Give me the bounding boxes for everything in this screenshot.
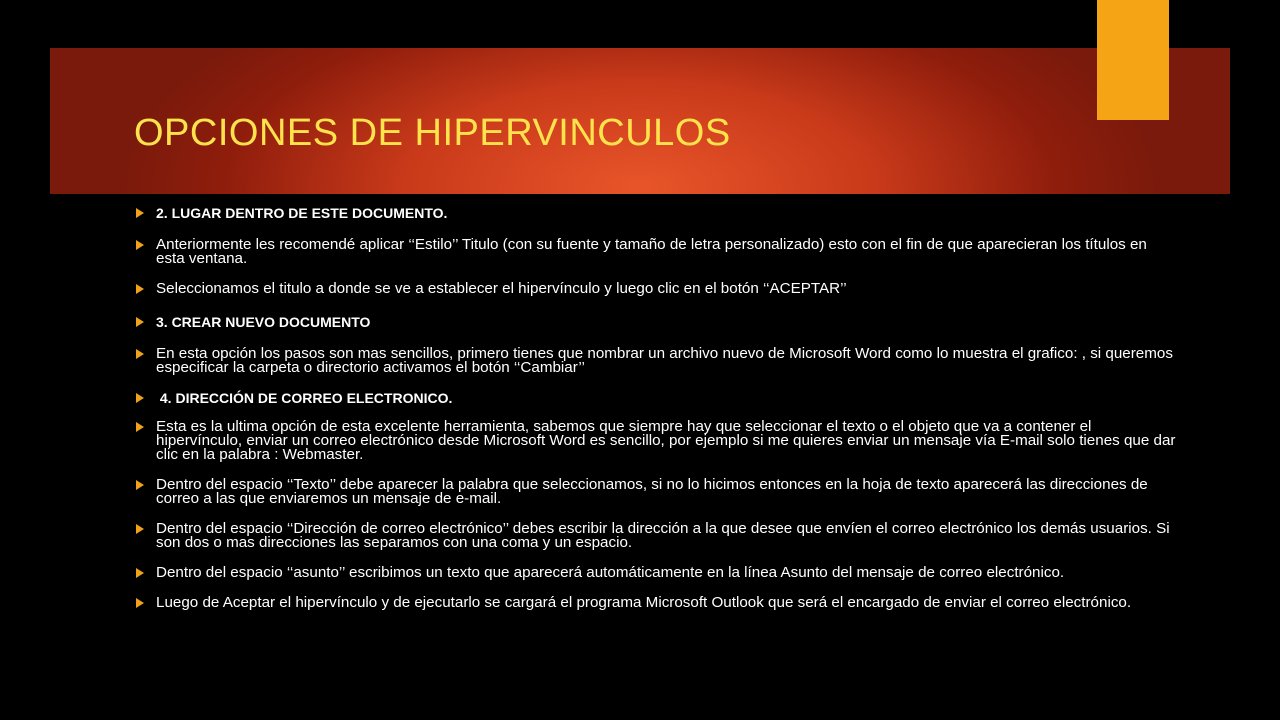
bullet-item [136,206,1176,221]
section-heading: 4. DIRECCIÓN DE CORREO ELECTRONICO. [156,390,453,406]
bullet-item [136,391,1176,406]
bullet-text: Esta es la ultima opción de esta excelente herramienta, sabemos que siempre hay que seleccionar el texto o el objeto que va a contener el hipervínculo, enviar un correo electrónico desde Microsoft Word es sencillo, por ejemplo si me quieres enviar un mensaje vía E-mail solo tienes que dar clic en la palabra : Webmaster. [156,418,1176,463]
bullet-item [136,522,1176,550]
arrow-right-icon [136,240,144,250]
arrow-right-icon [136,598,144,608]
bullet-item [136,238,1176,266]
bullet-text: Dentro del espacio ‘‘Texto’’ debe aparecer la palabra que seleccionamos, si no lo hicimos entonces en la hoja de texto aparecerá las direcciones de correo a las que enviaremos un mensaje de e-mail. [156,476,1148,507]
arrow-right-icon [136,568,144,578]
arrow-right-icon [136,524,144,534]
arrow-right-icon [136,393,144,403]
bullet-text: Seleccionamos el titulo a donde se ve a establecer el hipervínculo y luego clic en el botón ‘‘ACEPTAR’’ [156,280,847,297]
bullet-text: Anteriormente les recomendé aplicar ‘‘Estilo’’ Titulo (con su fuente y tamaño de letra personalizado) esto con el fin de que aparecieran los títulos en esta ventana. [156,236,1147,267]
bullet-text: En esta opción los pasos son mas sencillos, primero tienes que nombrar un archivo nuevo de Microsoft Word como lo muestra el grafico: , si queremos especificar la carpeta o directorio activamos el botón ‘‘Cambiar’’ [156,345,1173,376]
arrow-right-icon [136,422,144,432]
bullet-item [136,282,1176,296]
bullet-item [136,596,1176,610]
arrow-right-icon [136,480,144,490]
arrow-right-icon [136,349,144,359]
bullet-item [136,347,1176,375]
accent-tab [1097,0,1169,120]
bullet-item [136,478,1176,506]
bullet-text: Luego de Aceptar el hipervínculo y de ejecutarlo se cargará el programa Microsoft Outlook que será el encargado de enviar el correo electrónico. [156,594,1132,611]
arrow-right-icon [136,208,144,218]
bullet-text: Dentro del espacio ‘‘asunto’’ escribimos un texto que aparecerá automáticamente en la línea Asunto del mensaje de correo electrónico. [156,564,1065,581]
bullet-item [136,315,1176,330]
bullet-item [136,566,1176,580]
arrow-right-icon [136,317,144,327]
arrow-right-icon [136,284,144,294]
bullet-item [136,420,1176,462]
section-heading: 3. CREAR NUEVO DOCUMENTO [156,314,371,330]
section-heading: 2. LUGAR DENTRO DE ESTE DOCUMENTO. [156,205,448,221]
bullet-text: Dentro del espacio ‘‘Dirección de correo electrónico’’ debes escribir la dirección a la que desee que envíen el correo electrónico los demás usuarios. Si son dos o mas direcciones las separamos con una coma y un espacio. [156,520,1170,551]
bullet-list [136,206,1176,610]
slide-title: OPCIONES DE HIPERVINCULOS [134,112,731,154]
